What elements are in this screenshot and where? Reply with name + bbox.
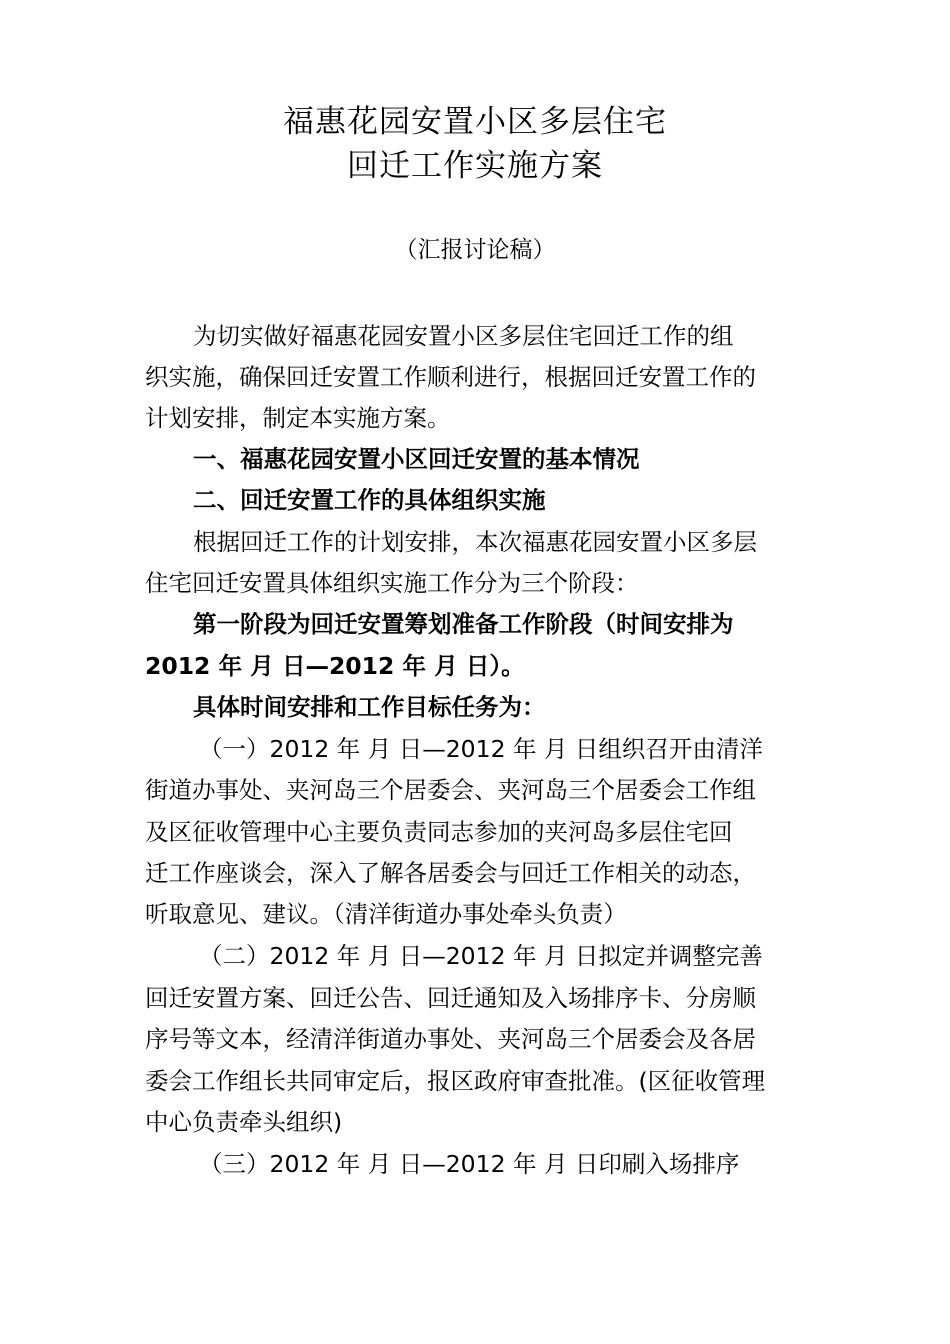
item-two-line4: 委会工作组长共同审定后，报区政府审查批准。(区征收管理	[145, 1067, 766, 1095]
paragraph-stages-line1: 根据回迁工作的计划安排，本次福惠花园安置小区多层	[193, 528, 757, 556]
paragraph-intro-line3: 计划安排，制定本实施方案。	[145, 404, 451, 432]
item-three-line1: （三）2012 年 月 日—2012 年 月 日印刷入场排序	[199, 1150, 740, 1178]
item-one-line1: （一）2012 年 月 日—2012 年 月 日组织召开由清洋	[199, 735, 763, 763]
stage-one-heading-line2: 2012 年 月 日—2012 年 月 日）。	[145, 652, 525, 680]
item-one-line2: 街道办事处、夹河岛三个居委会、夹河岛三个居委会工作组	[145, 776, 756, 804]
section-heading-1: 一、福惠花园安置小区回迁安置的基本情况	[193, 445, 640, 473]
item-two-line2: 回迁安置方案、回迁公告、回迁通知及入场排序卡、分房顺	[145, 984, 756, 1012]
paragraph-intro-line1: 为切实做好福惠花园安置小区多层住宅回迁工作的组	[193, 322, 734, 350]
item-one-line5: 听取意见、建议。（清洋街道办事处牵头负责）	[145, 900, 627, 928]
paragraph-intro-line2: 织实施，确保回迁安置工作顺利进行，根据回迁安置工作的	[145, 363, 756, 391]
item-two-line3: 序号等文本，经清洋街道办事处、夹河岛三个居委会及各居	[145, 1025, 756, 1053]
stage-one-heading-line1: 第一阶段为回迁安置筹划准备工作阶段（时间安排为	[193, 610, 734, 638]
item-two-line1: （二）2012 年 月 日—2012 年 月 日拟定并调整完善	[199, 942, 763, 970]
item-two-line5: 中心负责牵头组织)	[145, 1108, 343, 1136]
item-one-line3: 及区征收管理中心主要负责同志参加的夹河岛多层住宅回	[145, 818, 733, 846]
item-one-line4: 迁工作座谈会，深入了解各居委会与回迁工作相关的动态，	[145, 859, 756, 887]
section-heading-2: 二、回迁安置工作的具体组织实施	[193, 486, 546, 514]
schedule-heading: 具体时间安排和工作目标任务为：	[193, 693, 546, 721]
document-title-line2: 回迁工作实施方案	[347, 148, 603, 184]
document-subtitle: （汇报讨论稿）	[394, 237, 556, 263]
document-title-line1: 福惠花园安置小区多层住宅	[283, 104, 667, 140]
paragraph-stages-line2: 住宅回迁安置具体组织实施工作分为三个阶段：	[145, 569, 639, 597]
